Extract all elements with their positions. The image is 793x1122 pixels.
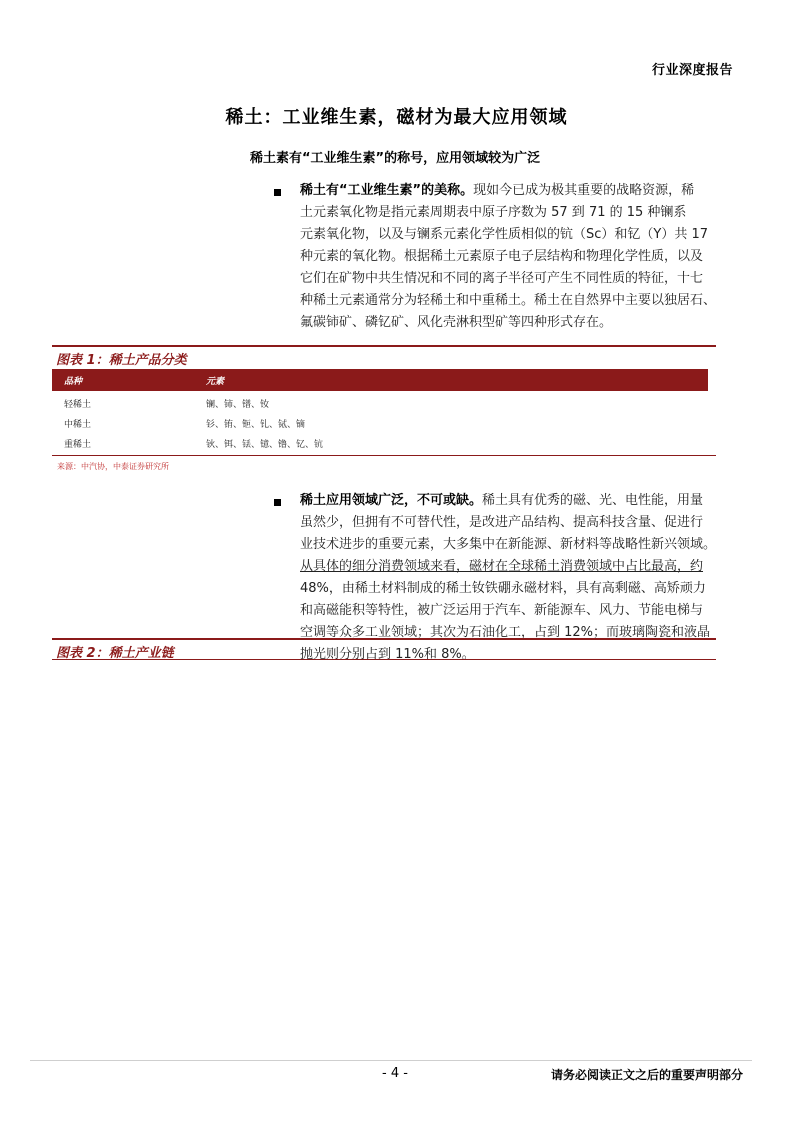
bullet1-lead: 稀土有“工业维生素”的美称。 [300,183,474,198]
bullet2-line: 48%，由稀土材料制成的稀土钕铁硼永磁材料，具有高剩磁、高矫顽力 [300,581,706,596]
footer-rule [30,1060,752,1061]
bullet1-line: 元素氧化物，以及与镧系元素化学性质相似的钪（Sc）和钇（Y）共 17 [300,227,709,242]
bullet2-line: 空调等众多工业领域；其次为石油化工，占到 12%；而玻璃陶瓷和液晶 [300,625,711,640]
figure1-table-header [52,369,708,391]
bullet2-lead: 稀土应用领域广泛，不可或缺。 [300,493,483,508]
table-row [52,394,708,414]
bullet1-line: 种稀土元素通常分为轻稀土和中重稀土。稀土在自然界中主要以独居石、 [300,293,717,308]
bullet-square-icon [274,499,281,506]
bullet2-line: 抛光则分别占到 11%和 8%。 [300,647,475,662]
bullet-square-icon [274,189,281,196]
table-row [52,414,708,434]
bullet-paragraph-1 [300,180,738,334]
bullet2-line: 业技术进步的重要元素，大多集中在新能源、新材料等战略性新兴领域。 [300,537,717,552]
bullet1-line: 土元素氧化物是指元素周期表中原子序数为 57 到 71 的 15 种镧系 [300,205,687,220]
column-header-category: 品种 [64,377,83,387]
figure2-bottom-rule [52,659,716,660]
table-cell: 中稀土 [64,420,92,430]
section-title: 稀土：工业维生素，磁材为最大应用领域 [225,107,568,128]
column-header-elements: 元素 [206,377,225,387]
table-cell: 钐、铕、钷、钆、铽、镝 [206,420,306,430]
figure1-header [52,345,716,369]
footer-disclaimer: 请务必阅读正文之后的重要声明部分 [550,1068,743,1082]
page-number: - 4 - [382,1066,408,1081]
bullet2-line: 稀土具有优秀的磁、光、电性能，用量 [482,493,704,508]
bullet1-line: 种元素的氧化物。根据稀土元素原子电子层结构和物理化学性质，以及 [300,249,704,264]
bullet1-line: 它们在矿物中共生情况和不同的离子半径可产生不同性质的特征，十七 [300,271,704,286]
table-cell: 重稀土 [64,440,92,450]
table-bottom-rule [52,455,716,456]
report-type-label: 行业深度报告 [651,63,733,78]
figure2-title: 图表 2：稀土产业链 [56,646,174,661]
table-row [52,434,708,454]
table-cell: 轻稀土 [64,400,92,410]
bullet2-line: 从具体的细分消费领域来看，磁材在全球稀土消费领域中占比最高，约 [300,559,704,574]
bullet2-line: 虽然少，但拥有不可替代性，是改进产品结构、提高科技含量、促进行 [300,515,704,530]
figure1-title: 图表 1：稀土产品分类 [56,353,187,368]
table-cell: 钬、铒、铥、镱、镥、钇、钪 [206,440,324,450]
bullet2-line: 和高磁能积等特性，被广泛运用于汽车、新能源车、风力、节能电梯与 [300,603,704,618]
section-subtitle: 稀土素有“工业维生素”的称号，应用领域较为广泛 [250,151,541,166]
bullet1-line: 氟碳铈矿、磷钇矿、风化壳淋积型矿等四种形式存在。 [300,315,613,330]
figure1-source: 来源：中汽协，中泰证券研究所 [57,462,169,471]
table-cell: 镧、铈、镨、钕 [206,400,270,410]
bullet1-line: 现如今已成为极其重要的战略资源，稀 [473,183,695,198]
